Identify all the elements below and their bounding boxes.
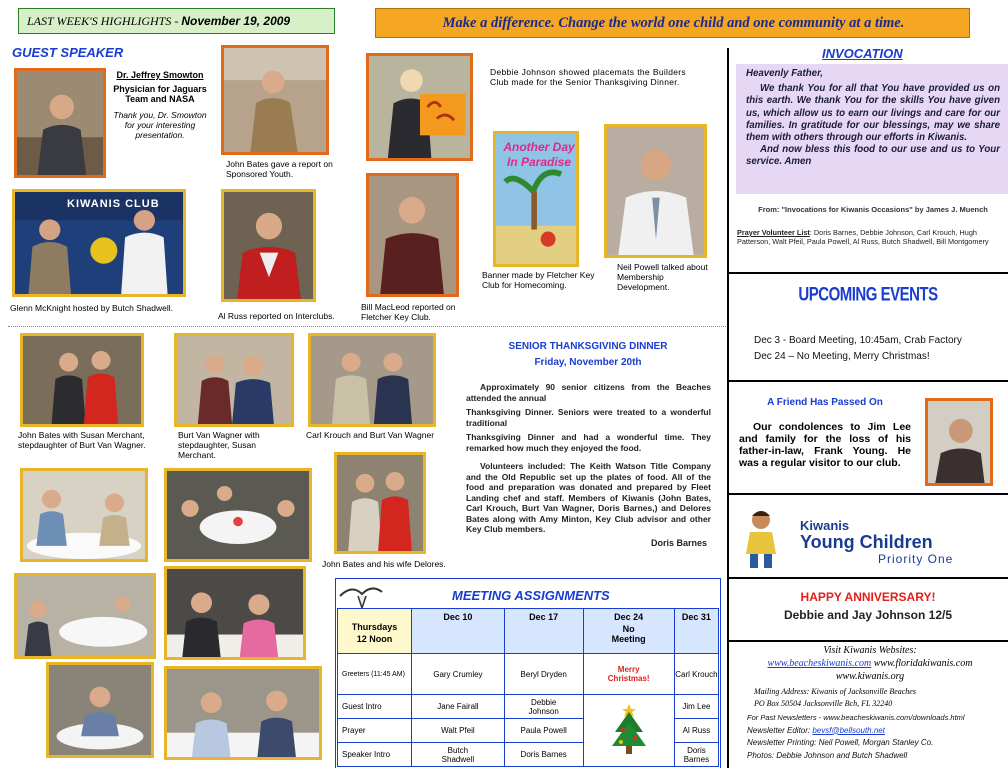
photo-bill-macleod <box>366 173 459 297</box>
caption-john-bates-report: John Bates gave a report on Sponsored Youth. <box>226 159 333 179</box>
caption-bill-macleod: Bill MacLeod reported on Fletcher Key Club. <box>361 302 456 322</box>
meeting-col-header-text: Dec 24 <box>614 612 644 622</box>
editor-email-link[interactable]: bevsf@bellsouth.net <box>812 725 885 735</box>
slogan-text: Make a difference. Change the world one child and one community at a time. <box>442 15 905 31</box>
table-cell: Jane Fairall <box>412 695 505 719</box>
kiwanis-young-children-logo <box>740 508 1002 572</box>
invocation-salutation: Heavenly Father, <box>746 68 823 79</box>
speaker-role: Physician for Jaguars Team and NASA <box>113 84 207 104</box>
photo-al-russ <box>221 189 316 302</box>
senior-dinner-date: Friday, November 20th <box>534 357 642 368</box>
logo-kiwanis: Kiwanis <box>800 518 850 533</box>
row-label: Speaker Intro <box>338 743 412 767</box>
table-cell: Jim Lee <box>674 695 718 719</box>
photo-neil-powell <box>604 124 707 258</box>
table-cell: Doris Barnes <box>674 743 718 767</box>
senior-dinner-p4: Volunteers included: The Keith Watson Title Company and the Old Republic set up the plates of food. All of the food and preparation was donated and prepared by Fleet Landing chef and staff. Members of Kiwanis (John Bates, Carl Krouch, Burt Van Wagner, Doris Barnes,) and Delores Bates along with Amy Minton, Key Club advisor and other Key Club members. <box>466 461 711 534</box>
meeting-title: MEETING ASSIGNMENTS <box>452 588 610 603</box>
meeting-col-header: Dec 17 <box>504 609 583 654</box>
caption-debbie-placemats: Debbie Johnson showed placemats the Builders Club made for the Senior Thanksgiving Dinner. <box>490 67 686 87</box>
photo-carl-burt <box>308 333 436 427</box>
photo-debbie-placemats <box>366 53 473 161</box>
column-divider <box>727 48 729 768</box>
photo-dinner-1 <box>20 468 148 562</box>
senior-dinner-p2: Thanksgiving Dinner. Seniors were treated to a wonderful traditional <box>466 407 711 428</box>
photo-dinner-6 <box>164 666 322 760</box>
banner-art-text: Another Day In Paradise <box>503 140 575 169</box>
meeting-corner <box>338 609 412 654</box>
senior-dinner-title: SENIOR THANKSGIVING DINNER <box>508 341 668 352</box>
meeting-corner-line1: Thursdays <box>351 621 398 632</box>
po-box: PO Box 50504 Jacksonville Bch, FL 32240 <box>754 699 893 708</box>
meeting-col-header: Dec 10 <box>412 609 505 654</box>
table-cell: Doris Barnes <box>504 743 583 767</box>
divider-friend <box>729 493 1008 495</box>
past-newsletters: For Past Newsletters - www.beacheskiwanis.com/downloads.html <box>747 713 965 722</box>
photo-john-delores <box>334 452 426 554</box>
meeting-no-meeting: No Meeting <box>611 624 646 644</box>
caption-neil-powell: Neil Powell talked about Membership Development. <box>617 262 708 292</box>
anniversary-names: Debbie and Jay Johnson 12/5 <box>783 608 953 622</box>
meeting-table-wrap <box>337 608 719 766</box>
highlights-label: LAST WEEK'S HIGHLIGHTS - <box>27 14 182 28</box>
websites-label: Visit Kiwanis Websites: <box>823 645 917 656</box>
guest-speaker-title: GUEST SPEAKER <box>12 45 124 60</box>
mailing-address: Mailing Address: Kiwanis of Jacksonville Beaches <box>754 687 916 696</box>
kiwanis-club-sign: KIWANIS CLUB <box>67 198 160 210</box>
row-label: Greeters (11:45 AM) <box>338 654 412 695</box>
senior-dinner-author: Doris Barnes <box>650 537 707 548</box>
caption-glenn-butch: Glenn McKnight hosted by Butch Shadwell. <box>10 303 174 313</box>
child-figure-icon <box>740 508 782 572</box>
highlights-date: November 19, 2009 <box>181 14 291 28</box>
friend-text: Our condolences to Jim Lee and family for the loss of his father-in-law, Frank Young. He was a regular visitor to our club. <box>739 421 911 469</box>
caption-john-delores: John Bates and his wife Delores. <box>322 559 446 569</box>
caption-fletcher-banner: Banner made by Fletcher Key Club for Homecoming. <box>482 270 595 290</box>
volunteer-label: Prayer Volunteer List <box>737 228 810 237</box>
row-label: Prayer <box>338 719 412 743</box>
meeting-col-header: Dec 31 <box>674 609 718 654</box>
table-cell: Butch Shadwell <box>412 743 505 767</box>
speaker-thanks: Thank you, Dr. Smowton for your interesting presentation. <box>113 110 207 140</box>
caption-john-susan: John Bates with Susan Merchant, stepdaughter of Burt Van Wagner. <box>18 430 146 450</box>
logo-priority: Priority One <box>878 552 954 566</box>
upcoming-event-2: Dec 24 – No Meeting, Merry Christmas! <box>754 350 930 362</box>
photo-fletcher-banner <box>493 131 579 267</box>
merry-christmas-cell: Merry Christmas! <box>583 654 674 695</box>
table-cell: Debbie Johnson <box>504 695 583 719</box>
photo-john-bates-report <box>221 45 329 155</box>
site-beaches-link[interactable]: www.beacheskiwanis.com <box>767 658 872 669</box>
photo-burt-susan <box>174 333 294 427</box>
caption-al-russ: Al Russ reported on Interclubs. <box>218 311 335 321</box>
invocation-source: From: "Invocations for Kiwanis Occasions" by James J. Muench <box>758 205 988 214</box>
speaker-name: Dr. Jeffrey Smowton <box>116 70 204 80</box>
table-cell: Walt Pfeil <box>412 719 505 743</box>
christmas-tree-cell <box>583 695 674 767</box>
table-row <box>338 654 719 695</box>
invocation-p1: We thank You for all that You have provided us on this earth. We thank You for the skills You have given us, which allow us to earn our livings and care for our families. In gratitude for our blessings, may we share them with others through our efforts in Kiwanis. <box>746 83 1000 144</box>
table-cell: Gary Crumley <box>412 654 505 695</box>
divider-invocation <box>729 272 1008 274</box>
site-kiwanis-link[interactable]: www.kiwanis.org <box>835 671 905 682</box>
table-cell: Al Russ <box>674 719 718 743</box>
meeting-corner-line2: 12 Noon <box>356 633 393 644</box>
newsletter-printing: Newsletter Printing: Neil Powell, Morgan Stanley Co. <box>747 738 934 747</box>
slogan-banner <box>375 8 970 38</box>
table-cell: Carl Krouch <box>674 654 718 695</box>
photo-dinner-4 <box>164 566 306 660</box>
christmas-tree-icon <box>609 702 649 758</box>
photo-glenn-butch <box>12 189 186 297</box>
table-cell: Beryl Dryden <box>504 654 583 695</box>
photo-dinner-5 <box>46 662 154 758</box>
senior-dinner-p1: Approximately 90 senior citizens from the Beaches attended the annual <box>466 382 711 403</box>
anniversary-title: HAPPY ANNIVERSARY! <box>800 590 936 604</box>
divider-upcoming <box>729 380 1008 382</box>
table-cell: Paula Powell <box>504 719 583 743</box>
invocation-title: INVOCATION <box>822 46 903 61</box>
divider-logo <box>729 577 1008 579</box>
highlights-header <box>18 8 335 34</box>
editor-label: Newsletter Editor: <box>747 725 813 735</box>
photo-frank-young <box>925 398 993 486</box>
table-row <box>338 695 719 719</box>
caption-burt-susan: Burt Van Wagner with stepdaughter, Susan Merchant. <box>178 430 260 460</box>
photo-dinner-2 <box>164 468 312 562</box>
meeting-table <box>337 608 719 767</box>
photo-credits: Photos: Debbie Johnson and Butch Shadwell <box>747 750 908 760</box>
dotted-divider <box>8 326 726 327</box>
invocation-p2: And now bless this food to our use and us to Your service. Amen <box>746 144 1000 168</box>
divider-anniversary <box>729 640 1008 642</box>
friend-title: A Friend Has Passed On <box>767 397 883 408</box>
photo-guest-speaker <box>14 68 106 178</box>
photo-john-susan <box>20 333 144 427</box>
caption-carl-burt: Carl Krouch and Burt Van Wagner <box>306 430 435 440</box>
volunteer-names: : Doris Barnes, Debbie Johnson, Carl Krouch, Hugh Patterson, Walt Pfeil, Paula Powell, Al Russ, Butch Shadwell, Bill Montgomery <box>737 228 989 246</box>
logo-young-children: Young Children <box>800 532 933 552</box>
upcoming-event-1: Dec 3 - Board Meeting, 10:45am, Crab Factory <box>754 335 962 346</box>
row-label: Guest Intro <box>338 695 412 719</box>
photo-dinner-3 <box>14 573 156 659</box>
senior-dinner-p3: Thanksgiving Dinner and had a wonderful time. They remarked how much they enjoyed the food. <box>466 432 711 453</box>
upcoming-title: UPCOMING EVENTS <box>798 283 938 306</box>
site-florida-link[interactable]: www.floridakiwanis.com <box>873 658 973 669</box>
meeting-col-header <box>583 609 674 654</box>
